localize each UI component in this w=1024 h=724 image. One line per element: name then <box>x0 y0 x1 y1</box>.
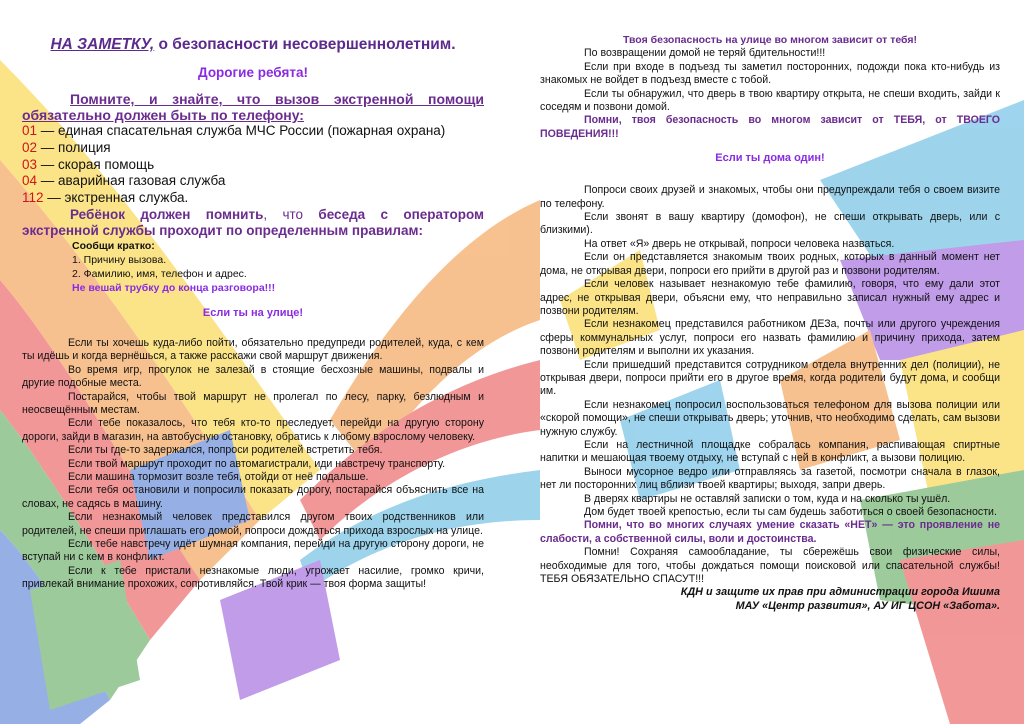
right-column <box>540 34 1000 613</box>
left-column <box>22 36 484 592</box>
rule-part-a: Ребёнок должен помнить <box>70 206 264 222</box>
emergency-number-item <box>22 123 484 140</box>
emergency-number-item <box>22 157 484 174</box>
street-paragraph: Во время игр, прогулок не залезай в стоящие бесхозные машины, подвалы и другие подобные места. <box>22 363 484 390</box>
street-paragraph: Постарайся, чтобы твой маршрут не пролегал по лесу, парку, безлюдным и неосвещённым местам. <box>22 390 484 417</box>
home-paragraph: Если пришедший представится сотрудником отдела внутренних дел (полиции), не открывая двери, попроси прийти его в другое время, когда родители будут дома, и сообщи им. <box>540 358 1000 398</box>
emergency-number: 04 <box>22 173 38 189</box>
brief-title: Сообщи кратко: <box>72 239 155 252</box>
emergency-number: 02 <box>22 139 38 155</box>
street-paragraph: Если ты где-то задержался, попроси родителей встретить тебя. <box>68 444 383 457</box>
emergency-number: 112 <box>22 190 44 206</box>
home-paragraph: Попроси своих друзей и знакомых, чтобы они предупреждали тебя о своем визите по телефону. <box>540 184 1000 210</box>
street-paragraph: Если ты хочешь куда-либо пойти, обязательно предупреди родителей, куда, с кем ты идёшь и когда вернёшься, а также расскажи свой маршрут движения. <box>22 336 484 363</box>
home-paragraph: Если звонят в вашу квартиру (домофон), не спеши открывать дверь, или с близкими). <box>540 211 1000 237</box>
home-paragraph: Если на лестничной площадке собралась компания, распивающая спиртные напитки и мешающая твоему отдыху, не вступай с ней в конфликт, а вызови полицию. <box>540 438 1000 465</box>
home-paragraph: На ответ «Я» дверь не открывай, попроси человека назваться. <box>584 237 895 250</box>
street-paragraph: Если незнакомый человек представился другом твоих родственников или родителей, не спеши приглашать его домой, попроси дождаться прихода взрослых на улице. <box>22 511 484 537</box>
emergency-number-item <box>22 190 484 207</box>
street-heading: Если ты на улице! <box>202 306 304 319</box>
emergency-number: 01 <box>22 123 38 138</box>
street-paragraph: Если тебе навстречу идёт шумная компания, перейди на другую сторону дороги, не вступай ни с кем в конфликт. <box>22 538 484 564</box>
signature-line: МАУ «Центр развития», АУ ИГ ЦСОН «Забота». <box>735 599 1000 612</box>
emergency-number-desc: — скорая помощь <box>37 156 155 172</box>
emergency-number-item <box>22 140 484 157</box>
title-dot: . <box>451 36 456 53</box>
emergency-number-desc: — аварийная газовая служба <box>37 173 226 189</box>
home-paragraph: Если незнакомец представился работником ДЕЗа, почты или другого учреждения сферы коммунальных услуг, попроси его назвать фамилию и причину прихода, затем позвони родителям и выполни их указания. <box>540 318 1000 358</box>
home-alone-heading: Если ты дома один! <box>715 152 825 165</box>
return-paragraph: По возвращении домой не теряй бдительности!!! <box>584 47 826 60</box>
street-paragraph: Если машина тормозит возле тебя, отойди от неё подальше. <box>68 471 369 484</box>
greeting: Дорогие ребята! <box>198 65 308 80</box>
say-no-reminder: Помни, что во многих случаях умение сказать «НЕТ» — это проявление не слабости, а собственной силы, воли и достоинства. <box>540 519 1000 545</box>
title-rest: о безопасности несовершеннолетним <box>154 36 452 53</box>
hangup-warning: Не вешай трубку до конца разговора!!! <box>72 281 276 294</box>
street-paragraph: Если к тебе пристали незнакомые люди, угрожает насилие, громко кричи, привлекай внимание прохожих, сопротивляйся. Твой крик — твоя форма защиты! <box>22 564 484 591</box>
home-paragraph: Если он представляется знакомым твоих родных, которых в данный момент нет дома, не открывая двери, попроси его прийти в другой раз и позвони родителям. <box>540 251 1000 277</box>
behavior-reminder: Помни, твоя безопасность во многом зависит от ТЕБЯ, от ТВОЕГО ПОВЕДЕНИЯ!!! <box>540 114 1000 140</box>
signature-line: КДН и защите их прав при администрации города Ишима <box>680 586 1000 599</box>
emergency-number-desc: — единая спасательная служба МЧС России (пожарная охрана) <box>37 123 446 138</box>
street-safety-heading: Твоя безопасность на улице во многом зависит от тебя! <box>622 34 918 46</box>
operator-rule <box>22 207 484 239</box>
home-paragraph: Если незнакомец попросил воспользоваться телефоном для вызова полиции или «скорой помощи», не спеши открывать дверь; уточнив, что необходимо сделать, сам вызови нужную службу. <box>540 398 1000 438</box>
emergency-number-item <box>22 173 484 190</box>
emergency-number-desc: — экстренная служба. <box>43 190 189 206</box>
street-paragraph: Если твой маршрут проходит по автомагистрали, иди навстречу транспорту. <box>68 457 446 470</box>
street-paragraph: Если тебе показалось, что тебя кто-то преследует, перейди на другую сторону дороги, зайди в магазин, на автобусную остановку, обратись к любому взрослому человеку. <box>22 417 484 443</box>
home-paragraph: Выноси мусорное ведро или отправляясь за газетой, посмотри сначала в глазок, нет ли посторонних лиц вблизи твоей квартиры; выходя, запри дверь. <box>540 465 1000 492</box>
home-paragraphs <box>540 184 1000 519</box>
home-paragraph: В дверях квартиры не оставляй записки о том, куда и на сколько ты ушёл. <box>584 492 951 505</box>
emergency-number-desc: — полиция <box>37 139 111 155</box>
brief-item: 1. Причину вызова. <box>72 253 167 266</box>
home-paragraph: Дом будет твоей крепостью, если ты сам будешь заботиться о своей безопасности. <box>584 506 997 518</box>
home-paragraph: Если человек называет незнакомую тебе фамилию, говоря, что ему дали этот адрес, не открывая двери, объясни ему, что неправильно записал нужный ему адрес и позвони родителям. <box>540 278 1000 317</box>
emergency-numbers-list <box>22 123 484 207</box>
entrance-paragraph: Если при входе в подъезд ты заметил посторонних, подожди пока кто-нибудь из знакомых не войдет в подъезд вместе с тобой. <box>540 60 1000 87</box>
rule-part-c: беседа с оператором экстренной службы проходит по определенным правилам <box>22 206 484 238</box>
brief-item: 2. Фамилию, имя, телефон и адрес. <box>72 267 247 280</box>
street-paragraphs <box>22 337 484 592</box>
rule-part-b: , что <box>263 206 319 222</box>
final-reminder: Помни! Сохраняя самообладание, ты сбережёшь свои физические силы, необходимые для того, чтобы дождаться помощи поисковой или спасательной службы! ТЕБЯ ОБЯЗАТЕЛЬНО СПАСУТ!!! <box>540 546 1000 586</box>
emergency-number: 03 <box>22 156 38 172</box>
open-door-paragraph: Если ты обнаружил, что дверь в твою квартиру открыта, не спеши входить, зайди к соседям и позвони домой. <box>540 87 1000 114</box>
title-underlined: НА ЗАМЕТКУ, <box>50 36 155 53</box>
street-paragraph: Если тебя остановили и попросили показать дорогу, постарайся объяснить все на словах, не садясь в машину. <box>22 484 484 510</box>
page-title <box>22 36 484 54</box>
rule-part-d: : <box>418 222 424 238</box>
emergency-remember: Помните, и знайте, что вызов экстренной помощи обязательно должен быть по телефону: <box>22 91 484 123</box>
